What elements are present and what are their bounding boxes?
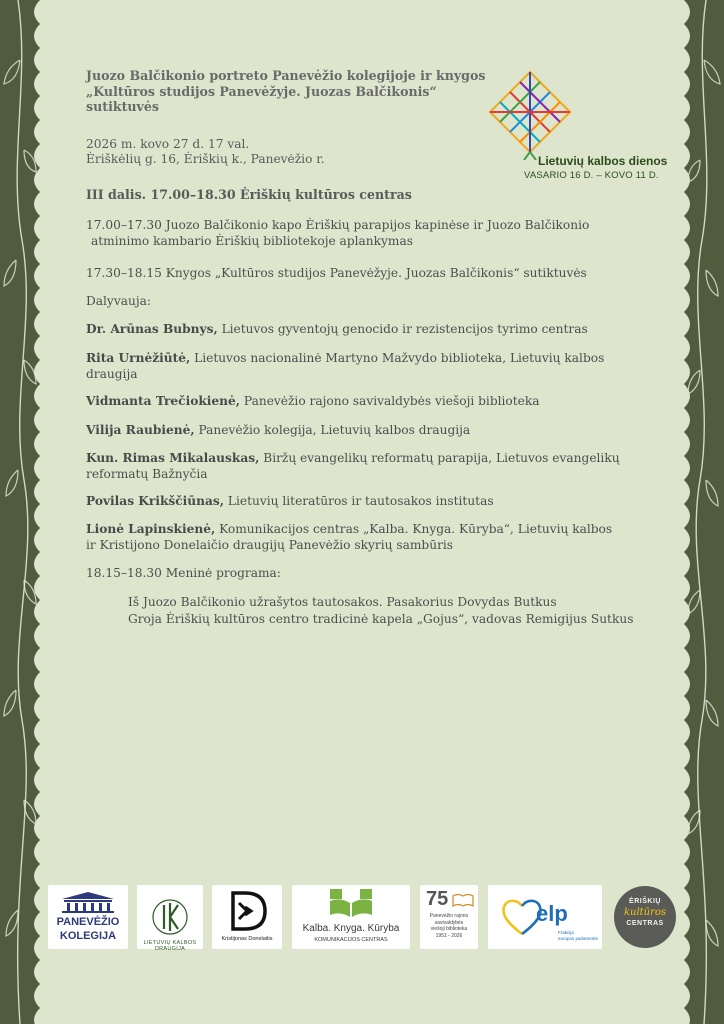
schedule-time: 17.30–18.15 <box>86 266 162 280</box>
participant-org: Lietuvos nacionalinė Martyno Mažvydo biblioteka, Lietuvių kalbos <box>194 351 605 365</box>
program-item: Groja Ėriškių kultūros centro tradicinė kapela „Gojus“, vadovas Remigijus Sutkus <box>128 612 634 626</box>
participant-name: Rita Urnėžiūtė, <box>86 351 191 365</box>
participant-name: Vilija Raubienė, <box>86 423 195 437</box>
kkk-subtitle: KOMUNIKACIJOS CENTRAS <box>314 937 388 943</box>
schedule-text: Knygos „Kultūros studijos Panevėžyje. Juozas Balčikonis“ sutiktuvės <box>165 266 587 280</box>
participant-row <box>86 394 680 410</box>
schedule-item-1 <box>86 218 680 249</box>
bib-line-1: Panevėžio rajono <box>429 913 469 919</box>
elp-sub-2: europos parlamente <box>558 935 599 941</box>
logo-panevezio-kolegija <box>48 885 128 949</box>
participant-name: Kun. Rimas Mikalauskas, <box>86 451 260 465</box>
book-icon <box>326 889 376 919</box>
badge-title: Lietuvių kalbos dienos <box>538 154 668 168</box>
program-time: 18.15–18.30 <box>86 566 162 580</box>
language-days-badge <box>484 68 674 184</box>
program-label: Meninė programa: <box>165 566 281 580</box>
schedule-text: Juozo Balčikonio kapo Ėriškių parapijos kapinėse ir Juozo Balčikonio <box>165 218 590 232</box>
section-title: III dalis. 17.00–18.30 Ėriškių kultūros centras <box>86 187 412 202</box>
eriskiu-top: ĖRIŠKIŲ <box>629 898 661 905</box>
lkd-monogram-icon <box>142 889 198 945</box>
kolegija-line-1: PANEVĖŽIO <box>56 916 120 928</box>
participant-row <box>86 522 680 553</box>
title-line-3: sutiktuvės <box>86 99 159 114</box>
event-title <box>86 68 486 115</box>
building-icon <box>58 891 118 913</box>
elp-sub-1: Frakcija <box>558 930 574 935</box>
schedule-text-cont: atminimo kambario Ėriškių bibliotekoje aplankymas <box>91 233 413 248</box>
bib-line-2: savivaldybės <box>434 919 464 926</box>
eriskiu-mid: kultūros <box>623 907 667 918</box>
participant-row <box>86 451 680 482</box>
participant-org-cont: ir Kristijono Donelaičio draugijų Panevėžio skyrių sambūris <box>86 537 454 552</box>
event-address: Ėriškėlių g. 16, Ėriškių k., Panevėžio r. <box>86 152 325 166</box>
badge-dates: VASARIO 16 D. – KOVO 11 D. <box>524 170 659 181</box>
participant-org: Lietuvos gyventojų genocido ir rezistencijos tyrimo centras <box>221 322 588 336</box>
participant-org-cont: draugija <box>86 366 138 381</box>
event-date-block <box>86 137 325 167</box>
logo-eriskiu-kulturos-centras <box>614 886 676 948</box>
participant-org-cont: reformatų Bažnyčia <box>86 466 208 481</box>
logo-lietuviu-kalbos-draugija <box>137 885 203 952</box>
participant-org: Biržų evangelikų reformatų parapija, Lietuvos evangelikų <box>263 451 620 465</box>
event-date: 2026 m. kovo 27 d. 17 val. <box>86 137 250 151</box>
participant-row <box>86 423 680 439</box>
right-scallop-edge <box>672 0 694 1024</box>
participant-row <box>86 322 680 338</box>
eriskiu-text <box>614 898 676 927</box>
logo-kalba-knyga-kuryba <box>292 885 410 949</box>
program-item: Iš Juozo Balčikonio užrašytos tautosakos. Pasakorius Dovydas Butkus <box>128 595 557 609</box>
participant-name: Vidmanta Trečiokienė, <box>86 394 241 408</box>
elp-wordmark: elp <box>536 901 568 926</box>
bib-text <box>420 913 478 939</box>
elp-subtitle <box>558 930 598 941</box>
kolegija-line-2: KOLEGIJA <box>59 930 117 942</box>
logo-elp <box>488 885 602 949</box>
title-line-1: Juozo Balčikonio portreto Panevėžio kolegijoje ir knygos <box>86 68 486 83</box>
kkk-title: Kalba. Knyga. Kūryba <box>302 923 400 934</box>
donelaitis-d-icon <box>225 889 269 933</box>
bib-years: 1951 - 2026 <box>435 932 463 939</box>
participant-org: Lietuvių literatūros ir tautosakos institutas <box>227 494 494 508</box>
program-list <box>128 594 688 628</box>
program-heading <box>86 566 680 582</box>
bib-anniversary-number: 75 <box>426 888 449 910</box>
logo-donelaitis <box>212 885 282 949</box>
lkd-ring-text: LIETUVIŲ KALBOS DRAUGIJA <box>143 940 197 952</box>
participant-org: Panevėžio kolegija, Lietuvių kalbos draugija <box>198 423 471 437</box>
bib-line-3: viešoji biblioteka <box>430 926 468 932</box>
participant-name: Lionė Lapinskienė, <box>86 522 216 536</box>
participant-org: Panevėžio rajono savivaldybės viešoji biblioteka <box>243 394 540 408</box>
eriskiu-bot: CENTRAS <box>626 920 664 927</box>
open-book-icon <box>452 893 474 907</box>
schedule-time: 17.00–17.30 <box>86 218 162 232</box>
schedule-item-2 <box>86 266 680 282</box>
participant-row <box>86 351 680 382</box>
participant-row <box>86 494 680 510</box>
left-scallop-edge <box>30 0 52 1024</box>
donelaitis-text: Kristijonas Donelaitis <box>221 936 273 942</box>
participant-name: Dr. Arūnas Bubnys, <box>86 322 218 336</box>
participant-name: Povilas Krikščiūnas, <box>86 494 225 508</box>
title-line-2: „Kultūros studijos Panevėžyje. Juozas Balčikonis“ <box>86 83 437 99</box>
participants-label: Dalyvauja: <box>86 294 151 308</box>
folk-pattern-icon <box>484 68 576 160</box>
logo-panevezio-biblioteka <box>420 885 478 949</box>
participant-org: Komunikacijos centras „Kalba. Knyga. Kūryba“, Lietuvių kalbos <box>219 522 613 536</box>
